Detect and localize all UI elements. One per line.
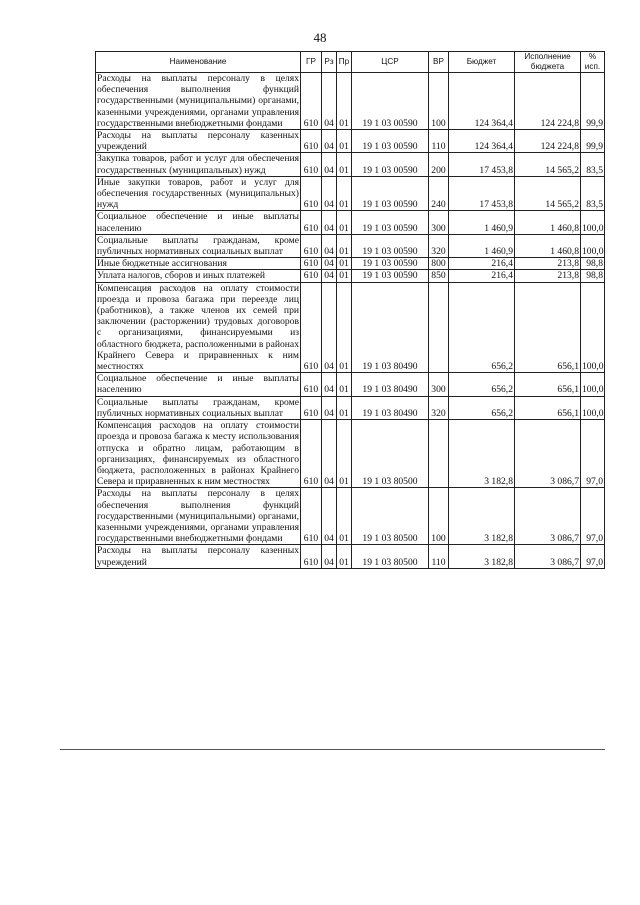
- header-vr: ВР: [429, 52, 449, 73]
- cell-vr: 800: [429, 258, 449, 270]
- page-number: 48: [313, 30, 327, 45]
- cell-budget: 656,2: [449, 373, 515, 396]
- cell-name: Социальные выплаты гражданам, кроме публичных нормативных социальных выплат: [97, 234, 299, 258]
- cell-gr: 610: [301, 282, 322, 373]
- cell-budget: 3 182,8: [449, 545, 515, 568]
- cell-budget: 216,4: [449, 258, 515, 270]
- cell-execution: 1 460,8: [515, 211, 581, 234]
- cell-execution: 124 224,8: [515, 130, 581, 153]
- cell-vr: 200: [429, 153, 449, 176]
- cell-rz: 04: [322, 211, 337, 234]
- table-row: [96, 258, 605, 270]
- cell-vr: 850: [429, 270, 449, 282]
- cell-gr: 610: [301, 258, 322, 270]
- cell-percent: 97,0: [581, 545, 605, 568]
- cell-gr: 610: [301, 396, 322, 419]
- cell-pr: 01: [337, 176, 352, 211]
- cell-budget: 1 460,9: [449, 211, 515, 234]
- cell-pr: 01: [337, 153, 352, 176]
- cell-percent: 100,0: [581, 211, 605, 234]
- cell-csr: 19 1 03 80490: [352, 396, 429, 419]
- cell-execution: 656,1: [515, 396, 581, 419]
- cell-vr: 110: [429, 130, 449, 153]
- cell-pr: 01: [337, 396, 352, 419]
- cell-execution: 3 086,7: [515, 420, 581, 488]
- cell-gr: 610: [301, 211, 322, 234]
- table-row: [96, 420, 605, 488]
- cell-csr: 19 1 03 00590: [352, 176, 429, 211]
- cell-pr: 01: [337, 73, 352, 130]
- cell-pr: 01: [337, 282, 352, 373]
- cell-gr: 610: [301, 234, 322, 257]
- cell-percent: 97,0: [581, 488, 605, 545]
- cell-execution: 124 224,8: [515, 73, 581, 130]
- cell-rz: 04: [322, 545, 337, 568]
- cell-budget: 1 460,9: [449, 234, 515, 257]
- table-row: [96, 488, 605, 545]
- cell-budget: 3 182,8: [449, 420, 515, 488]
- cell-gr: 610: [301, 420, 322, 488]
- cell-percent: 97,0: [581, 420, 605, 488]
- cell-vr: 320: [429, 396, 449, 419]
- cell-vr: 100: [429, 488, 449, 545]
- cell-vr: 300: [429, 211, 449, 234]
- table-row: [96, 153, 605, 176]
- table-row: [96, 211, 605, 234]
- cell-pr: 01: [337, 258, 352, 270]
- cell-vr: 320: [429, 234, 449, 257]
- table-row: [96, 234, 605, 257]
- cell-vr: [429, 282, 449, 373]
- cell-csr: 19 1 03 80500: [352, 420, 429, 488]
- cell-execution: 14 565,2: [515, 153, 581, 176]
- table-row: [96, 282, 605, 373]
- cell-pr: 01: [337, 545, 352, 568]
- cell-pr: 01: [337, 420, 352, 488]
- cell-pr: 01: [337, 234, 352, 257]
- cell-csr: 19 1 03 80490: [352, 373, 429, 396]
- cell-name: Иные бюджетные ассигнования: [96, 258, 301, 270]
- cell-execution: 213,8: [515, 258, 581, 270]
- cell-budget: 124 364,4: [449, 73, 515, 130]
- cell-name: Расходы на выплаты персоналу казенных учреждений: [97, 130, 299, 153]
- cell-name: Компенсация расходов на оплату стоимости проезда и провоза багажа к месту использования отпуска и обратно лицам, работающим в организациях, финансируемых из областного бюджета, расположенных в районах Крайнего Севера и приравненных к ним местностях: [97, 420, 299, 488]
- table-header-row: [96, 52, 605, 73]
- cell-rz: 04: [322, 282, 337, 373]
- header-csr: ЦСР: [352, 52, 429, 73]
- cell-csr: 19 1 03 80500: [352, 488, 429, 545]
- cell-rz: 04: [322, 396, 337, 419]
- cell-name: Социальные выплаты гражданам, кроме публичных нормативных социальных выплат: [97, 396, 299, 419]
- cell-name: Социальное обеспечение и иные выплаты населению: [97, 373, 299, 396]
- table-row: [96, 130, 605, 153]
- cell-rz: 04: [322, 420, 337, 488]
- cell-csr: 19 1 03 00590: [352, 73, 429, 130]
- cell-execution: 656,1: [515, 373, 581, 396]
- cell-vr: 100: [429, 73, 449, 130]
- header-rz: Рз: [322, 52, 337, 73]
- cell-gr: 610: [301, 545, 322, 568]
- cell-gr: 610: [301, 130, 322, 153]
- cell-percent: 98,8: [581, 258, 605, 270]
- cell-execution: 3 086,7: [515, 545, 581, 568]
- cell-gr: 610: [301, 488, 322, 545]
- cell-csr: 19 1 03 00590: [352, 234, 429, 257]
- cell-budget: 656,2: [449, 282, 515, 373]
- cell-name: Компенсация расходов на оплату стоимости проезда и провоза багажа при переезде лиц (работников), а также членов их семей при заключении (расторжении) трудовых договоров с организациями, финансируемыми из областного бюджета, расположенными в районах Крайнего Севера и приравненных к ним местностях: [97, 282, 299, 373]
- cell-rz: 04: [322, 176, 337, 211]
- cell-pr: 01: [337, 211, 352, 234]
- cell-percent: 100,0: [581, 373, 605, 396]
- cell-execution: 1 460,8: [515, 234, 581, 257]
- cell-percent: 99,9: [581, 73, 605, 130]
- cell-budget: 216,4: [449, 270, 515, 282]
- cell-csr: 19 1 03 00590: [352, 211, 429, 234]
- cell-execution: 3 086,7: [515, 488, 581, 545]
- header-pr: Пр: [337, 52, 352, 73]
- bottom-divider: [60, 749, 605, 750]
- cell-vr: 240: [429, 176, 449, 211]
- cell-csr: 19 1 03 80490: [352, 282, 429, 373]
- cell-csr: 19 1 03 80500: [352, 545, 429, 568]
- cell-percent: 99,9: [581, 130, 605, 153]
- header-percent: % исп.: [581, 52, 605, 73]
- cell-name: Уплата налогов, сборов и иных платежей: [96, 270, 301, 282]
- header-name: Наименование: [96, 52, 301, 73]
- cell-name: Расходы на выплаты персоналу в целях обеспечения выполнения функций государственными (муниципальными) органами, казенными учреждениями, органами управления государственными внебюджетными фондами: [97, 73, 299, 129]
- cell-csr: 19 1 03 00590: [352, 258, 429, 270]
- cell-budget: 656,2: [449, 396, 515, 419]
- cell-rz: 04: [322, 130, 337, 153]
- cell-gr: 610: [301, 270, 322, 282]
- cell-percent: 100,0: [581, 234, 605, 257]
- cell-rz: 04: [322, 258, 337, 270]
- cell-vr: 300: [429, 373, 449, 396]
- cell-pr: 01: [337, 488, 352, 545]
- cell-budget: 17 453,8: [449, 176, 515, 211]
- cell-name: Иные закупки товаров, работ и услуг для обеспечения государственных (муниципальных) нужд: [97, 176, 299, 211]
- cell-pr: 01: [337, 373, 352, 396]
- cell-name: Закупка товаров, работ и услуг для обеспечения государственных (муниципальных) нужд: [97, 153, 299, 176]
- table-row: [96, 396, 605, 419]
- table-row: [96, 176, 605, 211]
- cell-percent: 100,0: [581, 282, 605, 373]
- cell-percent: 83,5: [581, 153, 605, 176]
- header-execution: Исполнение бюджета: [515, 52, 581, 73]
- cell-name: Расходы на выплаты персоналу в целях обеспечения выполнения функций государственными (муниципальными) органами, казенными учреждениями, органами управления государственными внебюджетными фондами: [97, 488, 299, 545]
- cell-gr: 610: [301, 176, 322, 211]
- cell-rz: 04: [322, 73, 337, 130]
- table-row: [96, 270, 605, 282]
- cell-percent: 98,8: [581, 270, 605, 282]
- cell-name: Социальное обеспечение и иные выплаты населению: [97, 211, 299, 234]
- table-body: [96, 73, 605, 569]
- cell-rz: 04: [322, 153, 337, 176]
- cell-percent: 83,5: [581, 176, 605, 211]
- header-budget: Бюджет: [449, 52, 515, 73]
- cell-pr: 01: [337, 130, 352, 153]
- cell-rz: 04: [322, 488, 337, 545]
- cell-execution: 213,8: [515, 270, 581, 282]
- cell-pr: 01: [337, 270, 352, 282]
- cell-budget: 17 453,8: [449, 153, 515, 176]
- cell-name: Расходы на выплаты персоналу казенных учреждений: [97, 545, 299, 568]
- cell-gr: 610: [301, 153, 322, 176]
- cell-rz: 04: [322, 270, 337, 282]
- cell-vr: 110: [429, 545, 449, 568]
- cell-csr: 19 1 03 00590: [352, 153, 429, 176]
- cell-csr: 19 1 03 00590: [352, 130, 429, 153]
- cell-gr: 610: [301, 373, 322, 396]
- table-row: [96, 73, 605, 130]
- cell-execution: 656,1: [515, 282, 581, 373]
- budget-table: [95, 51, 605, 569]
- cell-gr: 610: [301, 73, 322, 130]
- cell-execution: 14 565,2: [515, 176, 581, 211]
- cell-rz: 04: [322, 373, 337, 396]
- table-row: [96, 545, 605, 568]
- cell-budget: 3 182,8: [449, 488, 515, 545]
- cell-budget: 124 364,4: [449, 130, 515, 153]
- header-gr: ГР: [301, 52, 322, 73]
- cell-vr: [429, 420, 449, 488]
- cell-percent: 100,0: [581, 396, 605, 419]
- table-row: [96, 373, 605, 396]
- cell-csr: 19 1 03 00590: [352, 270, 429, 282]
- cell-rz: 04: [322, 234, 337, 257]
